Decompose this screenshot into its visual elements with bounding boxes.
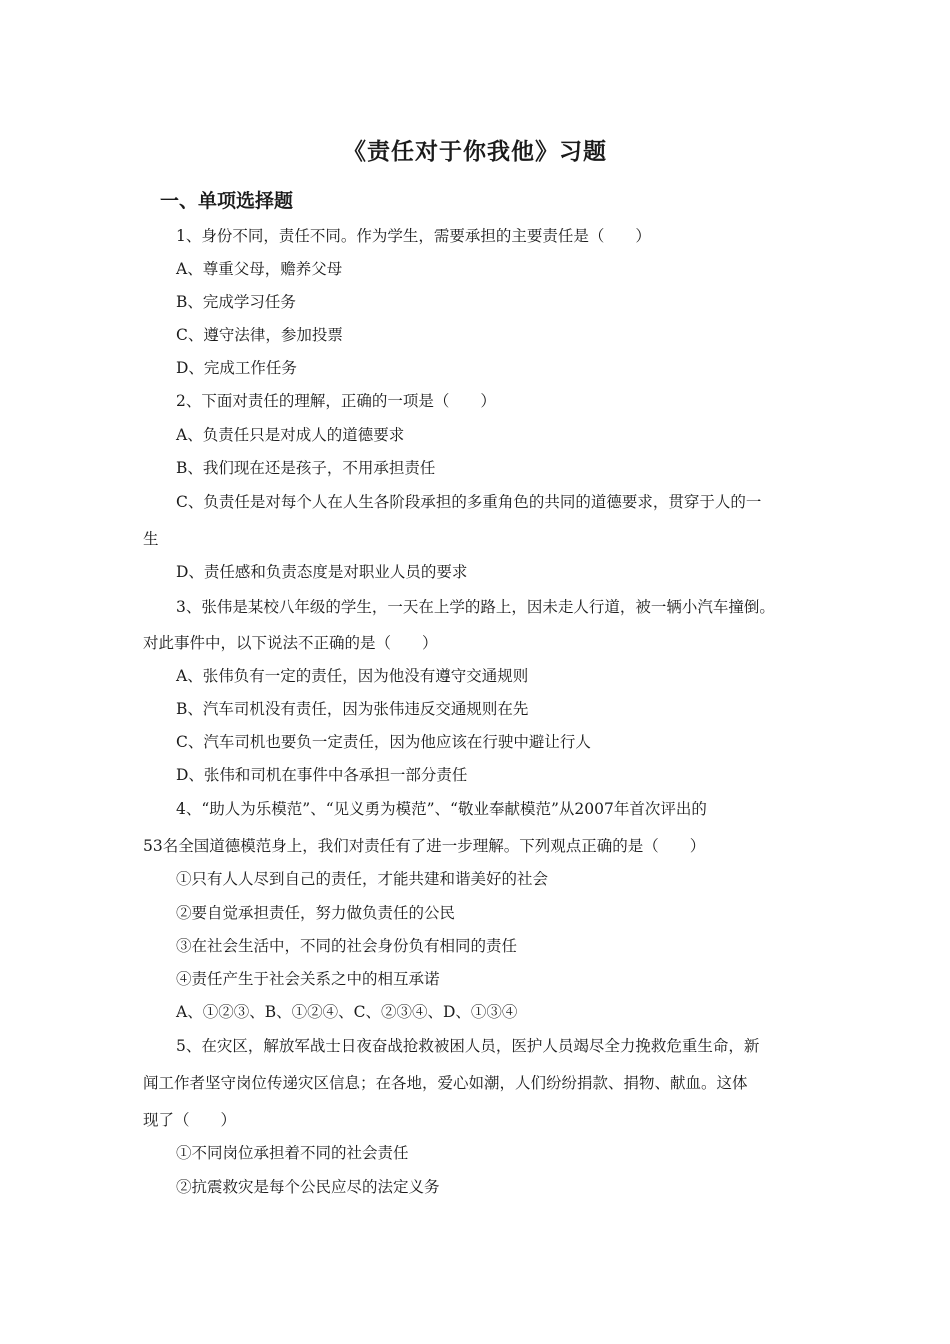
- question-4-cont: 53名全国道德模范身上，我们对责任有了进一步理解。下列观点正确的是（ ）: [143, 837, 706, 855]
- q4-statement-1: ①只有人人尽到自己的责任，才能共建和谐美好的社会: [176, 870, 549, 888]
- question-1: 1、身份不同，责任不同。作为学生，需要承担的主要责任是（ ）: [176, 227, 651, 245]
- q3-option-a: A、张伟负有一定的责任，因为他没有遵守交通规则: [176, 667, 529, 685]
- q1-option-a: A、尊重父母，赡养父母: [176, 260, 343, 278]
- question-3-cont: 对此事件中，以下说法不正确的是（ ）: [143, 634, 438, 652]
- q4-options: A、①②③、B、①②④、C、②③④、D、①③④: [176, 1003, 518, 1021]
- question-5: 5、在灾区，解放军战士日夜奋战抢救被困人员，医护人员竭尽全力挽救危重生命，新: [176, 1037, 760, 1055]
- q2-option-a: A、负责任只是对成人的道德要求: [176, 426, 405, 444]
- section-heading: 一、单项选择题: [160, 190, 294, 212]
- q2-option-c-cont: 生: [143, 530, 159, 548]
- q1-option-b: B、完成学习任务: [176, 293, 296, 311]
- question-4: 4、“助人为乐模范”、“见义勇为模范”、“敬业奉献模范”从2007年首次评出的: [176, 800, 707, 818]
- q3-option-d: D、张伟和司机在事件中各承担一部分责任: [176, 766, 468, 784]
- document-title: 《责任对于你我他》习题: [343, 139, 607, 165]
- q2-option-b: B、我们现在还是孩子，不用承担责任: [176, 459, 436, 477]
- question-2: 2、下面对责任的理解，正确的一项是（ ）: [176, 392, 496, 410]
- q1-option-d: D、完成工作任务: [176, 359, 297, 377]
- q5-statement-2: ②抗震救灾是每个公民应尽的法定义务: [176, 1178, 440, 1196]
- q4-statement-3: ③在社会生活中，不同的社会身份负有相同的责任: [176, 937, 518, 955]
- q3-option-c: C、汽车司机也要负一定责任，因为他应该在行驶中避让行人: [176, 733, 591, 751]
- q3-option-b: B、汽车司机没有责任，因为张伟违反交通规则在先: [176, 700, 529, 718]
- q5-statement-1: ①不同岗位承担着不同的社会责任: [176, 1144, 409, 1162]
- q4-statement-4: ④责任产生于社会关系之中的相互承诺: [176, 970, 440, 988]
- question-3: 3、张伟是某校八年级的学生，一天在上学的路上，因未走人行道，被一辆小汽车撞倒。: [176, 598, 775, 616]
- question-5-cont-2: 现了（ ）: [143, 1111, 237, 1129]
- q2-option-c: C、负责任是对每个人在人生各阶段承担的多重角色的共同的道德要求，贯穿于人的一: [176, 493, 762, 511]
- q4-statement-2: ②要自觉承担责任，努力做负责任的公民: [176, 904, 456, 922]
- question-5-cont-1: 闻工作者坚守岗位传递灾区信息；在各地，爱心如潮，人们纷纷捐款、捐物、献血。这体: [143, 1074, 748, 1092]
- q2-option-d: D、责任感和负责态度是对职业人员的要求: [176, 563, 468, 581]
- q1-option-c: C、遵守法律，参加投票: [176, 326, 343, 344]
